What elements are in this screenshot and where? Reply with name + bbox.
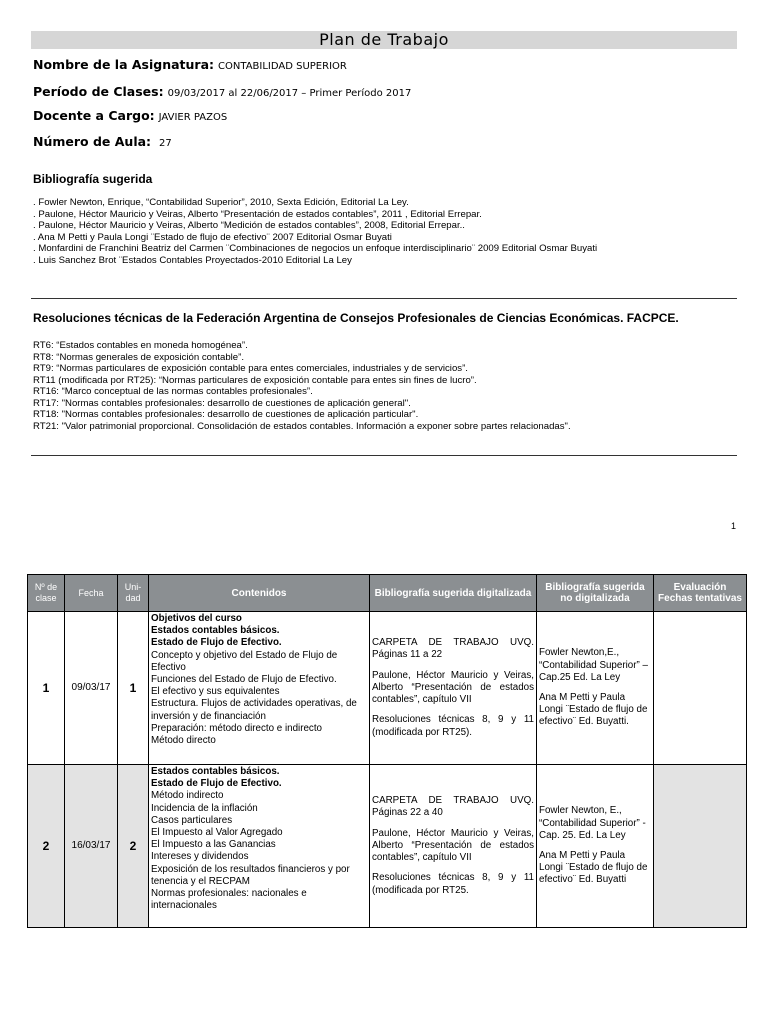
contenido-bold: Estados contables básicos. [151, 766, 280, 777]
contenido-item: Exposición de los resultados financieros y por tenencia y el RECPAM [151, 863, 350, 887]
resoluciones-heading: Resoluciones técnicas de la Federación Argentina de Consejos Profesionales de Ciencias Económicas. FACPCE. [33, 311, 679, 325]
header-unidad: Uni-dad [118, 575, 149, 612]
bib-item: Paulone, Héctor Mauricio y Veiras, Alberto “Presentación de estados contables”, capítulo VII [372, 669, 534, 706]
cell-bib-digital [370, 612, 537, 765]
bibliografia-list [33, 197, 597, 266]
field-docente [33, 108, 227, 126]
bib-item: CARPETA DE TRABAJO UVQ. Páginas 11 a 22 [372, 637, 534, 661]
field-value: CONTABILIDAD SUPERIOR [218, 61, 347, 72]
header-evaluacion: Evaluación Fechas tentativas [654, 575, 747, 612]
list-item: . Fowler Newton, Enrique, “Contabilidad Superior”, 2010, Sexta Edición, Editorial La Ley. [33, 197, 409, 208]
list-item: . Monfardini de Franchini Beatriz del Carmen ¨Combinaciones de negocios un enfoque interdisciplinario¨ 2009 Editorial Osmar Buyati [33, 243, 598, 254]
list-item: RT16: “Marco conceptual de las normas contables profesionales”. [33, 386, 313, 397]
page-title: Plan de Trabajo [31, 31, 737, 49]
contenido-item: Estructura. Flujos de actividades operativas, de inversión y de financiación [151, 698, 357, 722]
field-aula [33, 134, 172, 152]
cell-clase: 1 [28, 612, 65, 765]
list-item: RT11 (modificada por RT25): “Normas particulares de exposición contable para entes sin fines de lucro”. [33, 374, 477, 386]
contenido-item: Casos particulares [151, 814, 233, 826]
table-row [28, 612, 747, 765]
contenido-item: Funciones del Estado de Flujo de Efectivo. [151, 674, 337, 686]
contenido-item: Intereses y dividendos [151, 851, 249, 863]
contenido-item: Método directo [151, 735, 216, 747]
list-item: . Paulone, Héctor Mauricio y Veiras, Alberto “Presentación de estados contables”, 2011 , Editorial Errepar. [33, 208, 482, 220]
header-bib-no-digital: Bibliografía sugerida no digitalizada [537, 575, 654, 612]
divider [31, 298, 737, 299]
header-fecha: Fecha [65, 575, 118, 612]
cell-evaluacion [654, 765, 747, 928]
bib-item: Resoluciones técnicas 8, 9 y 11 (modificada por RT25). [372, 714, 534, 738]
bibliografia-heading: Bibliografía sugerida [33, 172, 153, 186]
page-number: 1 [731, 521, 737, 531]
field-value: 27 [159, 138, 172, 149]
divider [31, 455, 737, 456]
plan-table [27, 574, 747, 928]
cell-bib-no-digital [537, 612, 654, 765]
cell-unidad: 2 [118, 765, 149, 928]
bib-item: Ana M Petti y Paula Longi ¨Estado de flujo de efectivo¨ Ed. Buyatti. [539, 692, 648, 728]
cell-clase: 2 [28, 765, 65, 928]
list-item: . Ana M Petti y Paula Longi ¨Estado de flujo de efectivo¨ 2007 Editorial Osmar Buyati [33, 231, 392, 243]
cell-evaluacion [654, 612, 747, 765]
bib-item: Fowler Newton,E., “Contabilidad Superior” – Cap.25 Ed. La Ley [539, 647, 648, 683]
field-label: Número de Aula: [33, 134, 152, 149]
contenido-bold: Estados contables básicos. [151, 625, 280, 637]
cell-contenidos [149, 612, 370, 765]
contenido-bold: Objetivos del curso [151, 613, 242, 624]
list-item: RT6: “Estados contables en moneda homogénea”. [33, 340, 248, 351]
field-label: Docente a Cargo: [33, 108, 155, 123]
contenido-item: Preparación: método directo e indirecto [151, 722, 322, 734]
bib-item: CARPETA DE TRABAJO UVQ. Páginas 22 a 40 [372, 795, 534, 819]
table-header-row [28, 575, 747, 612]
list-item: RT8: “Normas generales de exposición contable”. [33, 351, 244, 363]
field-label: Nombre de la Asignatura: [33, 57, 215, 72]
header-clase: Nº de clase [28, 575, 65, 612]
cell-unidad: 1 [118, 612, 149, 765]
contenido-item: Incidencia de la inflación [151, 802, 258, 814]
list-item: RT18: "Normas contables profesionales: desarrollo de cuestiones de aplicación particular". [33, 409, 419, 420]
list-item: RT9: “Normas particulares de exposición contable para entes comerciales, industriales y de servicios”. [33, 363, 468, 374]
contenido-item: Concepto y objetivo del Estado de Flujo de Efectivo [151, 649, 338, 673]
field-periodo [33, 84, 411, 102]
field-label: Período de Clases: [33, 84, 164, 99]
cell-contenidos [149, 765, 370, 928]
header-contenidos: Contenidos [149, 575, 370, 612]
table-row [28, 765, 747, 928]
list-item: . Luis Sanchez Brot ¨Estados Contables Proyectados-2010 Editorial La Ley [33, 254, 352, 266]
contenido-item: Normas profesionales: nacionales e internacionales [151, 888, 307, 912]
list-item: . Paulone, Héctor Mauricio y Veiras, Alberto “Medición de estados contables”, 2008, Editorial Errepar.. [33, 220, 465, 231]
cell-fecha: 16/03/17 [65, 765, 118, 928]
bib-item: Paulone, Héctor Mauricio y Veiras, Alberto “Presentación de estados contables”, capítulo VII [372, 827, 534, 864]
header-bib-digital: Bibliografía sugerida digitalizada [370, 575, 537, 612]
list-item: RT17: "Normas contables profesionales: desarrollo de cuestiones de aplicación general". [33, 397, 411, 409]
contenido-item: El efectivo y sus equivalentes [151, 686, 280, 698]
cell-bib-no-digital [537, 765, 654, 928]
field-value: JAVIER PAZOS [158, 112, 228, 123]
cell-bib-digital [370, 765, 537, 928]
field-asignatura [33, 57, 347, 75]
contenido-item: Método indirecto [151, 790, 224, 802]
field-value: 09/03/2017 al 22/06/2017 – Primer Período 2017 [167, 88, 412, 99]
resoluciones-list [33, 340, 571, 432]
contenido-bold: Estado de Flujo de Efectivo. [151, 637, 282, 649]
bib-item: Fowler Newton, E., “Contabilidad Superior” - Cap. 25. Ed. La Ley [539, 805, 646, 841]
contenido-item: El Impuesto al Valor Agregado [151, 827, 283, 839]
bib-item: Resoluciones técnicas 8, 9 y 11 (modificada por RT25. [372, 872, 534, 896]
cell-fecha: 09/03/17 [65, 612, 118, 765]
contenido-bold: Estado de Flujo de Efectivo. [151, 778, 282, 790]
list-item: RT21: "Valor patrimonial proporcional. Consolidación de estados contables. Información a exponer sobre partes relacionadas". [33, 420, 571, 432]
bib-item: Ana M Petti y Paula Longi ¨Estado de flujo de efectivo¨ Ed. Buyatti [539, 850, 648, 886]
contenido-item: El Impuesto a las Ganancias [151, 839, 276, 851]
